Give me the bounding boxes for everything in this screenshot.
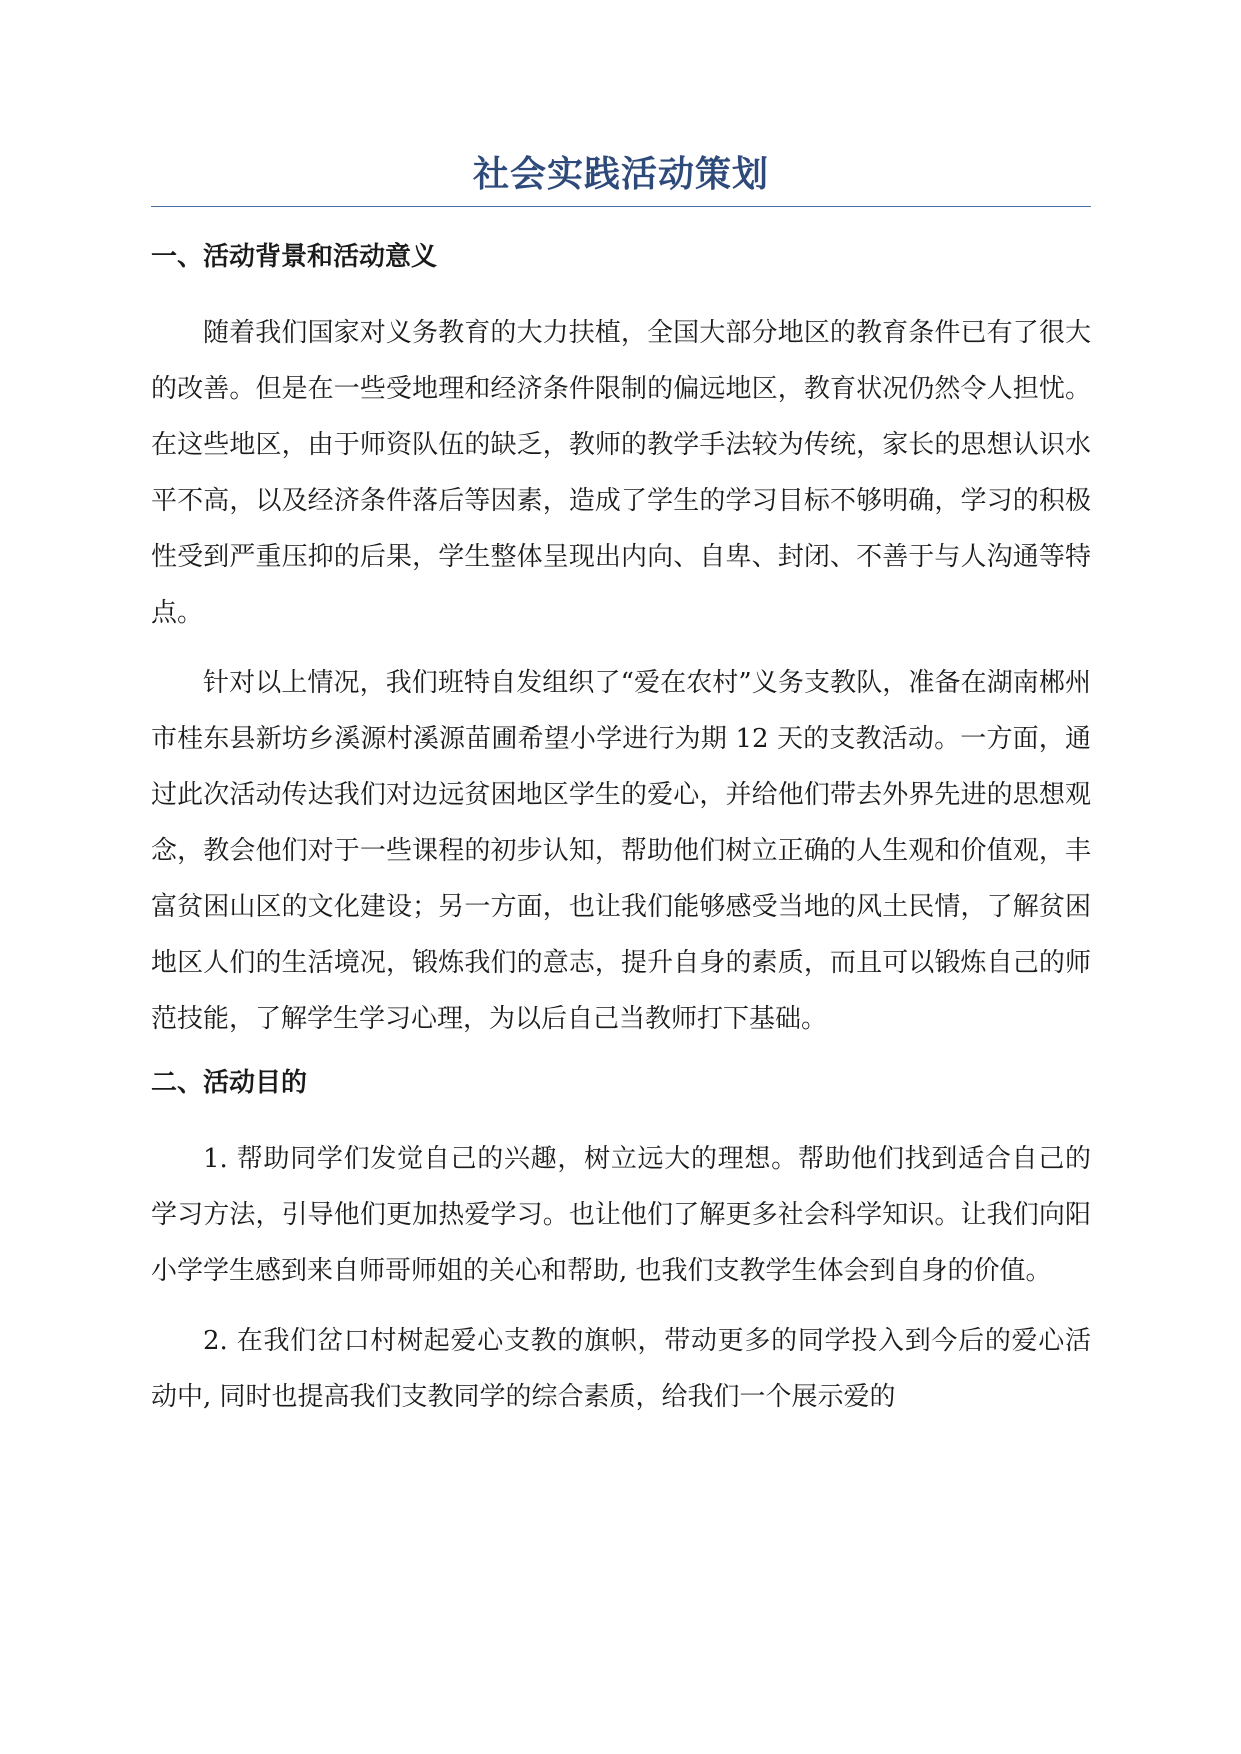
paragraph-background: 随着我们国家对义务教育的大力扶植，全国大部分地区的教育条件已有了很大的改善。但是在一些受地理和经济条件限制的偏远地区，教育状况仍然令人担忧。在这些地区，由于师资队伍的缺乏，教师的教学手法较为传统，家长的思想认识水平不高，以及经济条件落后等因素，造成了学生的学习目标不够明确，学习的积极性受到严重压抑的后果，学生整体呈现出内向、自卑、封闭、不善于与人沟通等特点。 bbox=[151, 318, 1091, 628]
document-title: 社会实践活动策划 bbox=[472, 153, 769, 195]
section-heading-purpose: 二、活动目的 bbox=[151, 1068, 308, 1098]
paragraph-significance: 针对以上情况，我们班特自发组织了“爱在农村”义务支教队，准备在湖南郴州市桂东县新坊乡溪源村溪源苗圃希望小学进行为期 12 天的支教活动。一方面，通过此次活动传达我们对边远贫困地区学生的爱心，并给他们带去外界先进的思想观念，教会他们对于一些课程的初步认知，帮助他们树立正确的人生观和价值观，丰富贫困山区的文化建设；另一方面，也让我们能够感受当地的风土民情，了解贫困地区人们的生活境况，锻炼我们的意志，提升自身的素质，而且可以锻炼自己的师范技能，了解学生学习心理，为以后自己当教师打下基础。 bbox=[151, 668, 1091, 1034]
paragraph-purpose-2: 2. 在我们岔口村树起爱心支教的旗帜，带动更多的同学投入到今后的爱心活动中, 同时也提高我们支教同学的综合素质，给我们一个展示爱的 bbox=[151, 1326, 1091, 1412]
section-heading-background: 一、活动背景和活动意义 bbox=[151, 242, 438, 272]
paragraph-purpose-1: 1. 帮助同学们发觉自己的兴趣，树立远大的理想。帮助他们找到适合自己的学习方法，引导他们更加热爱学习。也让他们了解更多社会科学知识。让我们向阳小学学生感到来自师哥师姐的关心和帮助, 也我们支教学生体会到自身的价值。 bbox=[151, 1144, 1091, 1286]
document-body bbox=[151, 148, 1091, 1439]
title-underline bbox=[151, 206, 1091, 207]
